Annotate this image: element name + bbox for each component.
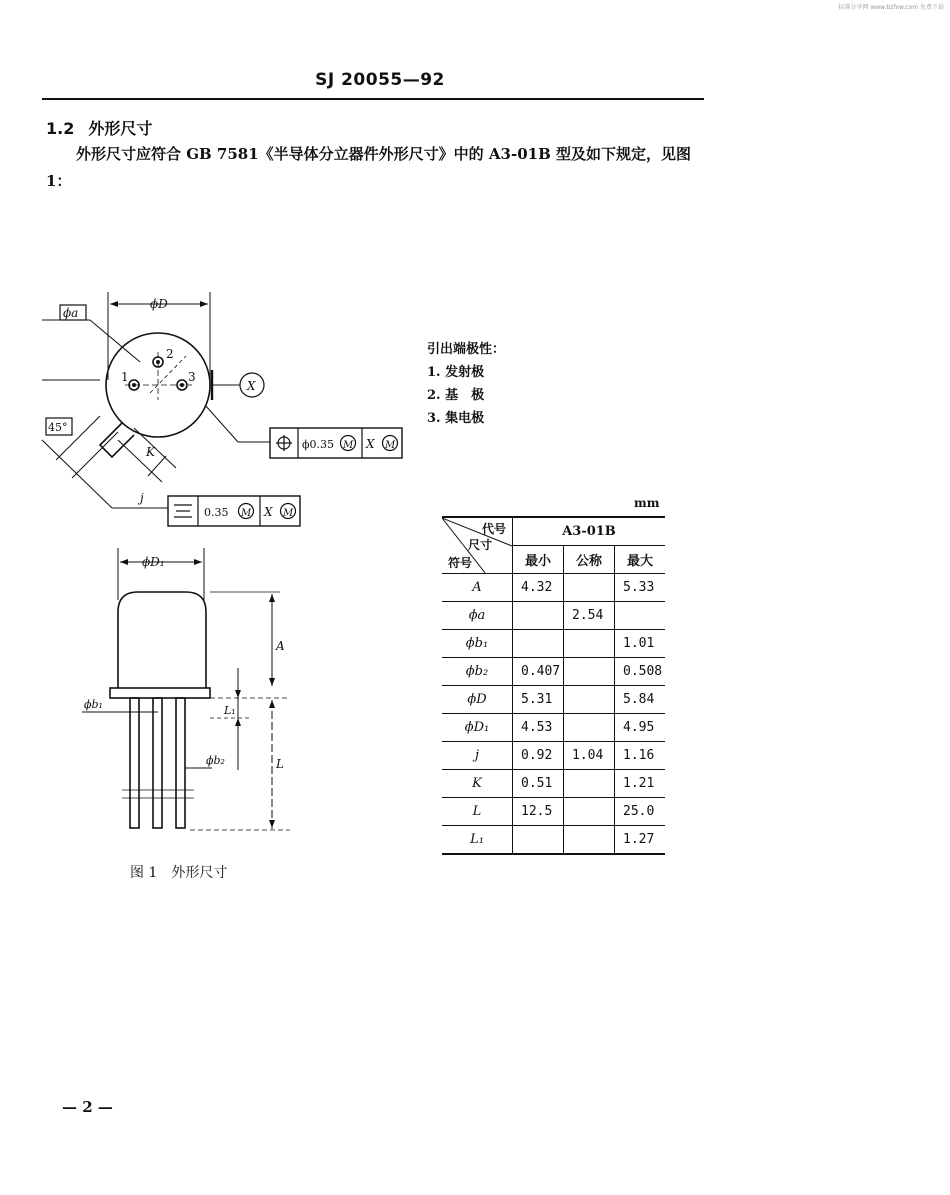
- figure-caption: 图 1 外形尺寸: [130, 865, 228, 881]
- label-phi-d: ϕD: [150, 297, 168, 311]
- row-min: [513, 602, 564, 630]
- legend-title: 引出端极性：: [427, 342, 506, 357]
- row-symbol: ϕD₁: [442, 714, 513, 742]
- table-row: [442, 770, 665, 798]
- row-min: 4.32: [513, 574, 564, 602]
- table-unit: mm: [634, 496, 660, 510]
- label-a: A: [276, 639, 285, 653]
- row-nom: [564, 658, 615, 686]
- section-title: 外形尺寸: [88, 119, 153, 138]
- table-row: [442, 742, 665, 770]
- table-row: [442, 630, 665, 658]
- label-phi-d1: ϕD₁: [142, 555, 165, 569]
- side-view-flange: [110, 688, 210, 698]
- row-min: 0.92: [513, 742, 564, 770]
- row-max: 25.0: [615, 798, 666, 826]
- row-min: 0.407: [513, 658, 564, 686]
- row-nom: [564, 686, 615, 714]
- tolerance-2-mod: M: [241, 508, 252, 519]
- corner-watermark: 标准分享网 www.bzfxw.com 免费下载: [838, 4, 944, 11]
- page-number: — 2 —: [62, 1098, 113, 1116]
- label-pin-3: 3: [188, 370, 196, 384]
- label-j: j: [140, 491, 144, 505]
- row-symbol: A: [442, 574, 513, 602]
- row-max: 1.01: [615, 630, 666, 658]
- section-number: 1.2: [46, 119, 75, 138]
- header-rule: [42, 98, 704, 100]
- row-symbol: L₁: [442, 826, 513, 855]
- row-symbol: ϕb₂: [442, 658, 513, 686]
- row-max: 4.95: [615, 714, 666, 742]
- row-symbol: j: [442, 742, 513, 770]
- tolerance-1-datum: X: [366, 437, 375, 451]
- label-angle: 45°: [48, 421, 68, 434]
- label-l1: L₁: [224, 704, 236, 717]
- row-min: 0.51: [513, 770, 564, 798]
- table-row: [442, 602, 665, 630]
- corner-code-label: 代号: [481, 522, 506, 536]
- section-heading: [46, 116, 152, 139]
- label-l: L: [276, 757, 284, 771]
- pin-polarity-legend: [427, 338, 505, 430]
- label-pin-2: 2: [166, 347, 174, 361]
- row-nom: [564, 714, 615, 742]
- table-row: [442, 826, 665, 855]
- type-header: A3-01B: [513, 517, 666, 546]
- row-symbol: ϕa: [442, 602, 513, 630]
- legend-item: 3. 集电极: [427, 411, 485, 426]
- row-max: 1.16: [615, 742, 666, 770]
- tolerance-2-datum-mod: M: [283, 508, 294, 519]
- dimension-table: [442, 516, 665, 855]
- section-paragraph: 外形尺寸应符合 GB 7581《半导体分立器件外形尺寸》中的 A3-01B 型及如下规定，见图 1：: [46, 145, 691, 190]
- label-pin-1: 1: [121, 370, 129, 384]
- row-nom: [564, 798, 615, 826]
- legend-item: 1. 发射极: [427, 365, 485, 380]
- tolerance-1-datum-mod: M: [385, 440, 396, 451]
- label-phi-a: ϕa: [63, 306, 79, 320]
- row-symbol: L: [442, 798, 513, 826]
- label-phi-b2: ϕb₂: [206, 754, 225, 767]
- legend-item: 2. 基 极: [427, 388, 485, 403]
- document-number: SJ 20055—92: [315, 70, 445, 90]
- row-symbol: K: [442, 770, 513, 798]
- side-view-can: [118, 592, 206, 688]
- row-max: 5.33: [615, 574, 666, 602]
- table-row: [442, 714, 665, 742]
- row-nom: 1.04: [564, 742, 615, 770]
- row-nom: [564, 826, 615, 855]
- row-nom: [564, 770, 615, 798]
- tolerance-1-value: ϕ0.35: [302, 438, 334, 451]
- row-nom: [564, 574, 615, 602]
- label-datum-x: X: [247, 379, 256, 393]
- label-phi-b1: ϕb₁: [84, 698, 103, 711]
- outline-drawing: [0, 280, 430, 850]
- table-corner-cell: [442, 517, 513, 574]
- row-max: [615, 602, 666, 630]
- row-min: [513, 630, 564, 658]
- row-max: 5.84: [615, 686, 666, 714]
- row-nom: [564, 630, 615, 658]
- col-max-header: 最大: [615, 546, 666, 574]
- corner-symbol-label: 符号: [448, 556, 473, 570]
- table-row: [442, 658, 665, 686]
- col-min-header: 最小: [513, 546, 564, 574]
- row-symbol: ϕD: [442, 686, 513, 714]
- col-nom-header: 公称: [564, 546, 615, 574]
- table-row: [442, 798, 665, 826]
- row-nom: 2.54: [564, 602, 615, 630]
- row-min: [513, 826, 564, 855]
- tolerance-2-datum: X: [264, 505, 273, 519]
- table-row: [442, 686, 665, 714]
- row-min: 12.5: [513, 798, 564, 826]
- row-max: 1.27: [615, 826, 666, 855]
- row-min: 4.53: [513, 714, 564, 742]
- label-k: K: [146, 445, 155, 459]
- table-row: [442, 574, 665, 602]
- row-min: 5.31: [513, 686, 564, 714]
- row-symbol: ϕb₁: [442, 630, 513, 658]
- corner-size-label: 尺寸: [467, 538, 492, 552]
- row-max: 0.508: [615, 658, 666, 686]
- row-max: 1.21: [615, 770, 666, 798]
- tolerance-1-mod: M: [343, 440, 354, 451]
- tolerance-2-value: 0.35: [204, 506, 229, 519]
